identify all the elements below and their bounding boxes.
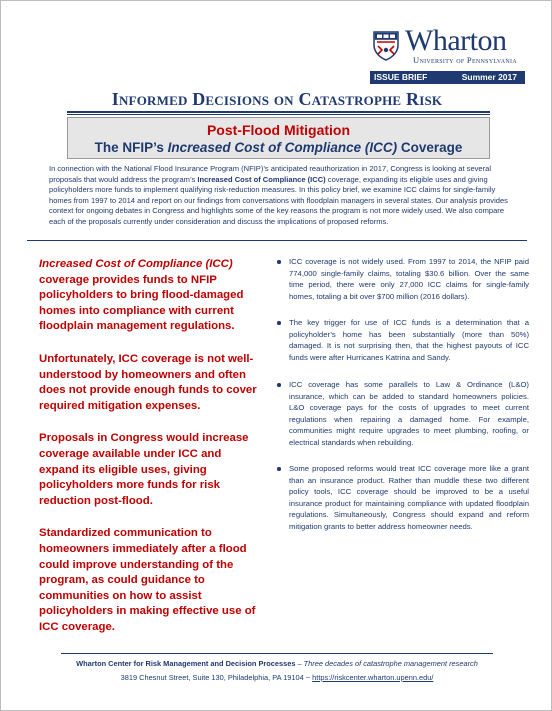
bullet-dot-icon <box>277 260 281 264</box>
issue-brief-label: ISSUE BRIEF <box>374 72 428 82</box>
bullet-item <box>275 463 529 532</box>
bullet-dot-icon <box>277 467 281 471</box>
bullet-item <box>275 379 529 448</box>
university-subtitle: University of Pennsylvania <box>413 55 517 65</box>
key-findings-column <box>39 257 261 652</box>
footer-address-line <box>1 673 552 682</box>
bullet-text: ICC coverage has some parallels to Law & Ordinance (L&O) insurance, which can be added to standard homeowners policies. L&O coverage pays for the costs of upgrades to meet current regulations when repairing a damaged home. For example, communities might require upgrades to meet plumbing, roofing, or electrical standards when rebuilding. <box>289 380 529 447</box>
bullet-list <box>275 256 529 547</box>
bullet-item <box>275 256 529 302</box>
bullet-dot-icon <box>277 321 281 325</box>
title-rule <box>67 111 490 113</box>
finding-paragraph <box>39 257 261 335</box>
finding-paragraph: Proposals in Congress would increase coverage available under ICC and expand its eligible uses, giving policyholders more funds for risk reduction post-flood. <box>39 432 249 507</box>
intro-part-1: In connection with the National Flood Insurance Program (NFIP)’s anticipated reauthorization in 2017, Congress is looking at several proposals that would address the program’s <box>49 164 492 184</box>
footer-center-name: Wharton Center for Risk Management and Decision Processes <box>76 659 296 668</box>
bullet-item <box>275 317 529 363</box>
footer-tagline: Three decades of catastrophe management research <box>303 659 478 668</box>
brief-subtitle: Post-Flood Mitigation <box>206 122 351 138</box>
brief-title-box <box>67 117 490 159</box>
bullet-text: ICC coverage is not widely used. From 1997 to 2014, the NFIP paid 774,000 single-family claims, totaling $30.6 billion. Over the same time period, there were only 27,000 ICC claims for single-family homes, totaling a bit over $700 million (2016 dollars). <box>289 257 529 301</box>
intro-part-2: coverage, expanding its eligible uses and giving policyholders more funds to implement qualifying risk-reduction measures. In this policy brief, we examine ICC claims for single-family homes from 1997 to 2014 and report on our findings from conversations with floodplain managers in several states. Our analysis provides context for ongoing debates in Congress and highlights some of the key reasons the program is not more widely used. We also compare each of the proposals currently under consideration and discuss the implications of proposed reforms. <box>49 174 508 226</box>
intro-bold: Increased Cost of Compliance (ICC) <box>197 174 326 184</box>
issue-brief-bar <box>370 71 525 84</box>
intro-paragraph <box>49 164 509 228</box>
brief-title <box>68 140 489 155</box>
finding-text: coverage provides funds to NFIP policyholders to bring flood-damaged homes into compliance with current floodplain management regulations. <box>39 273 244 333</box>
finding-paragraph: Unfortunately, ICC coverage is not well-understood by homeowners and often does not provide enough funds to cover required mitigation expenses. <box>39 352 257 412</box>
wharton-wordmark: Wharton <box>405 24 507 57</box>
bullet-text: The key trigger for use of ICC funds is a determination that a policyholder’s home has been substantially (more than 50%) damaged. It is not surprising then, that the highest payouts of ICC funds were after Hurricanes Katrina and Sandy. <box>289 318 529 362</box>
bullet-dot-icon <box>277 383 281 387</box>
issue-brief-date: Summer 2017 <box>461 72 517 82</box>
footer-center-line <box>1 659 552 668</box>
footer-rule <box>61 653 493 654</box>
footer-url-link[interactable]: https://riskcenter.wharton.upenn.edu/ <box>312 673 434 682</box>
footer-address: 3819 Chesnut Street, Suite 130, Philadelphia, PA 19104 ~ <box>120 673 313 682</box>
brief-title-post: Coverage <box>397 140 463 155</box>
bullet-text: Some proposed reforms would treat ICC coverage more like a grant than an insurance product. Rather than muddle these two different policy tools, ICC coverage should be improved to be a useful insurance product for maintaining compliance with updated floodplain regulations. Simultaneously, Congress should expand and reform mitigation grants to better address homeowner needs. <box>289 464 529 531</box>
footer-dash: – <box>295 659 304 668</box>
section-divider <box>27 240 527 241</box>
page-title: Informed Decisions on Catastrophe Risk <box>111 89 443 109</box>
brief-title-italic: Increased Cost of Compliance (ICC) <box>167 140 398 155</box>
brief-title-pre: The NFIP’s <box>94 140 168 155</box>
finding-italic: Increased Cost of Compliance (ICC) <box>39 258 233 270</box>
penn-shield-icon <box>373 31 399 61</box>
finding-paragraph: Standardized communication to homeowners immediately after a flood could improve understanding of the program, as could guidance to communities on how to assist policyholders in making effective use of ICC coverage. <box>39 527 256 633</box>
wharton-logo <box>373 25 523 69</box>
title-rule-thin <box>67 114 490 115</box>
